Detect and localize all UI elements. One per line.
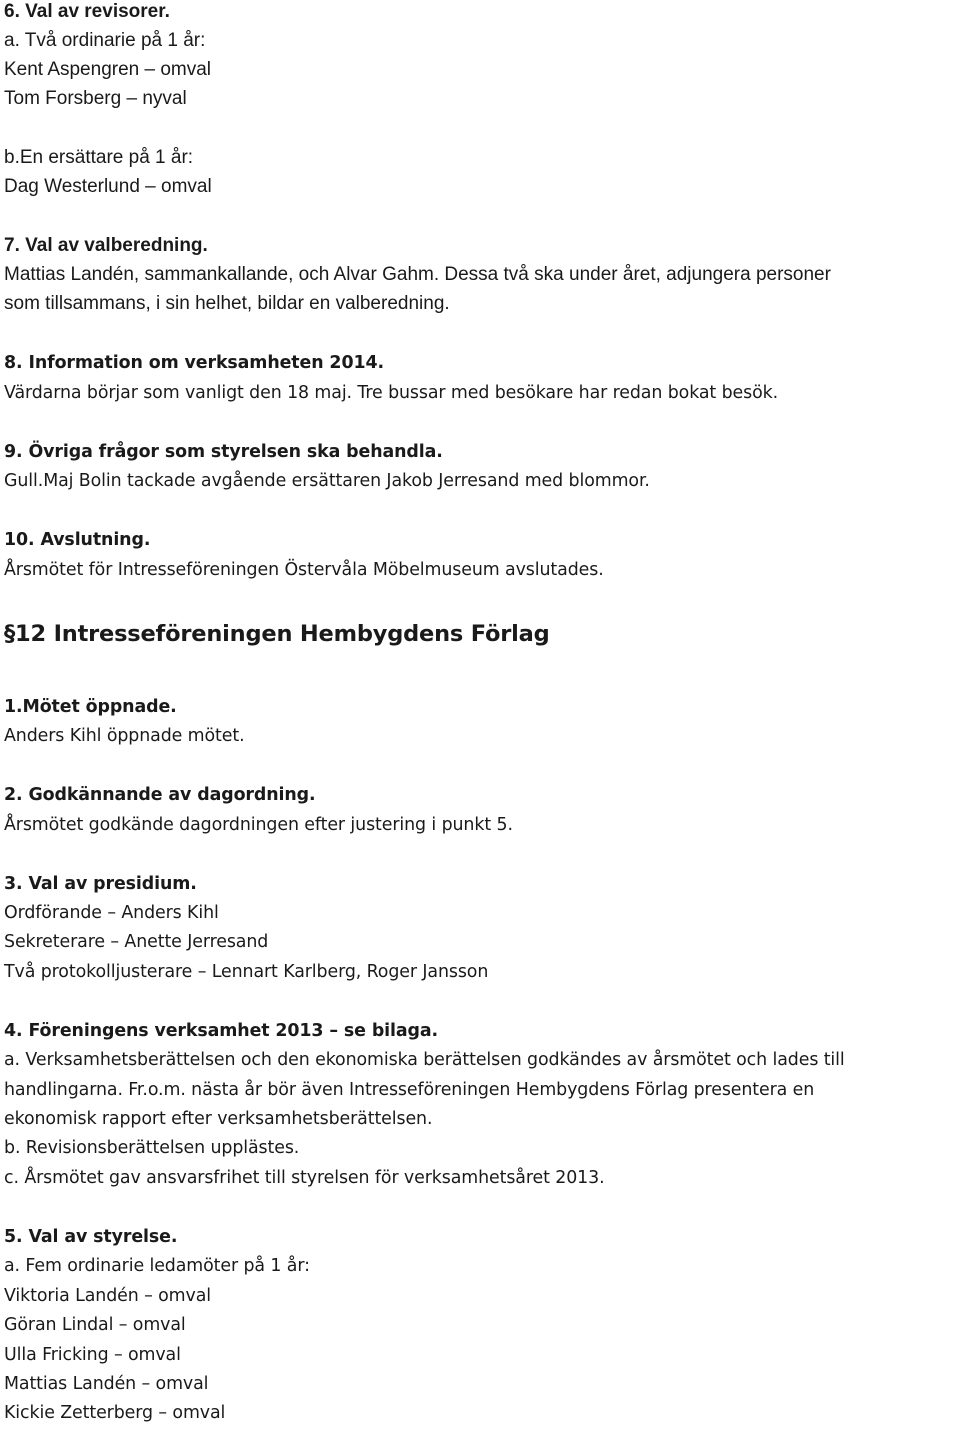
section-10-text: Årsmötet för Intresseföreningen Östervåla Möbelmuseum avslutades. (4, 560, 604, 580)
presidium-line: Ordförande – Anders Kihl (4, 903, 219, 923)
section-6-heading: 6. Val av revisorer. (4, 1, 170, 22)
section-12-title: §12 Intresseföreningen Hembygdens Förlag (4, 621, 550, 647)
section-8-heading: 8. Information om verksamheten 2014. (4, 353, 384, 373)
section-7-text-line: Mattias Landén, sammankallande, och Alvar Gahm. Dessa två ska under året, adjungera personer (4, 264, 831, 285)
item-4-c: c. Årsmötet gav ansvarsfrihet till styrelsen för verksamhetsåret 2013. (4, 1168, 605, 1188)
section-9-heading: 9. Övriga frågor som styrelsen ska behandla. (4, 442, 443, 462)
item-3-heading: 3. Val av presidium. (4, 874, 197, 894)
presidium-line: Två protokolljusterare – Lennart Karlberg, Roger Jansson (4, 962, 489, 982)
item-4-a-line: handlingarna. Fr.o.m. nästa år bör även Intresseföreningen Hembygdens Förlag presentera en (4, 1080, 815, 1100)
section-6-b-label: b.En ersättare på 1 år: (4, 147, 194, 168)
section-6-a-label: a. Två ordinarie på 1 år: (4, 30, 206, 51)
section-7-heading: 7. Val av valberedning. (4, 235, 208, 256)
board-member-line: Viktoria Landén – omval (4, 1286, 211, 1306)
auditor-line: Tom Forsberg – nyval (4, 88, 187, 109)
item-1-text: Anders Kihl öppnade mötet. (4, 726, 245, 746)
item-4-heading: 4. Föreningens verksamhet 2013 – se bilaga. (4, 1021, 439, 1041)
item-1-heading: 1.Mötet öppnade. (4, 697, 177, 717)
auditor-line: Kent Aspengren – omval (4, 59, 212, 80)
presidium-line: Sekreterare – Anette Jerresand (4, 932, 269, 952)
item-4-b: b. Revisionsberättelsen upplästes. (4, 1138, 300, 1158)
board-member-line: Kickie Zetterberg – omval (4, 1403, 226, 1423)
board-member-line: Ulla Fricking – omval (4, 1345, 181, 1365)
section-9-text: Gull.Maj Bolin tackade avgående ersättaren Jakob Jerresand med blommor. (4, 471, 650, 491)
section-7-text-line: som tillsammans, i sin helhet, bildar en valberedning. (4, 293, 450, 314)
section-8-text: Värdarna börjar som vanligt den 18 maj. Tre bussar med besökare har redan bokat besök. (4, 383, 779, 403)
item-5-a-label: a. Fem ordinarie ledamöter på 1 år: (4, 1256, 310, 1276)
deputy-auditor-line: Dag Westerlund – omval (4, 176, 212, 197)
item-5-heading: 5. Val av styrelse. (4, 1227, 178, 1247)
item-4-a-line: a. Verksamhetsberättelsen och den ekonomiska berättelsen godkändes av årsmötet och lades till (4, 1050, 845, 1070)
item-4-a-line: ekonomisk rapport efter verksamhetsberättelsen. (4, 1109, 433, 1129)
item-2-heading: 2. Godkännande av dagordning. (4, 785, 316, 805)
item-2-text: Årsmötet godkände dagordningen efter justering i punkt 5. (4, 815, 513, 835)
board-member-line: Göran Lindal – omval (4, 1315, 186, 1335)
section-10-heading: 10. Avslutning. (4, 530, 151, 550)
board-member-line: Mattias Landén – omval (4, 1374, 209, 1394)
